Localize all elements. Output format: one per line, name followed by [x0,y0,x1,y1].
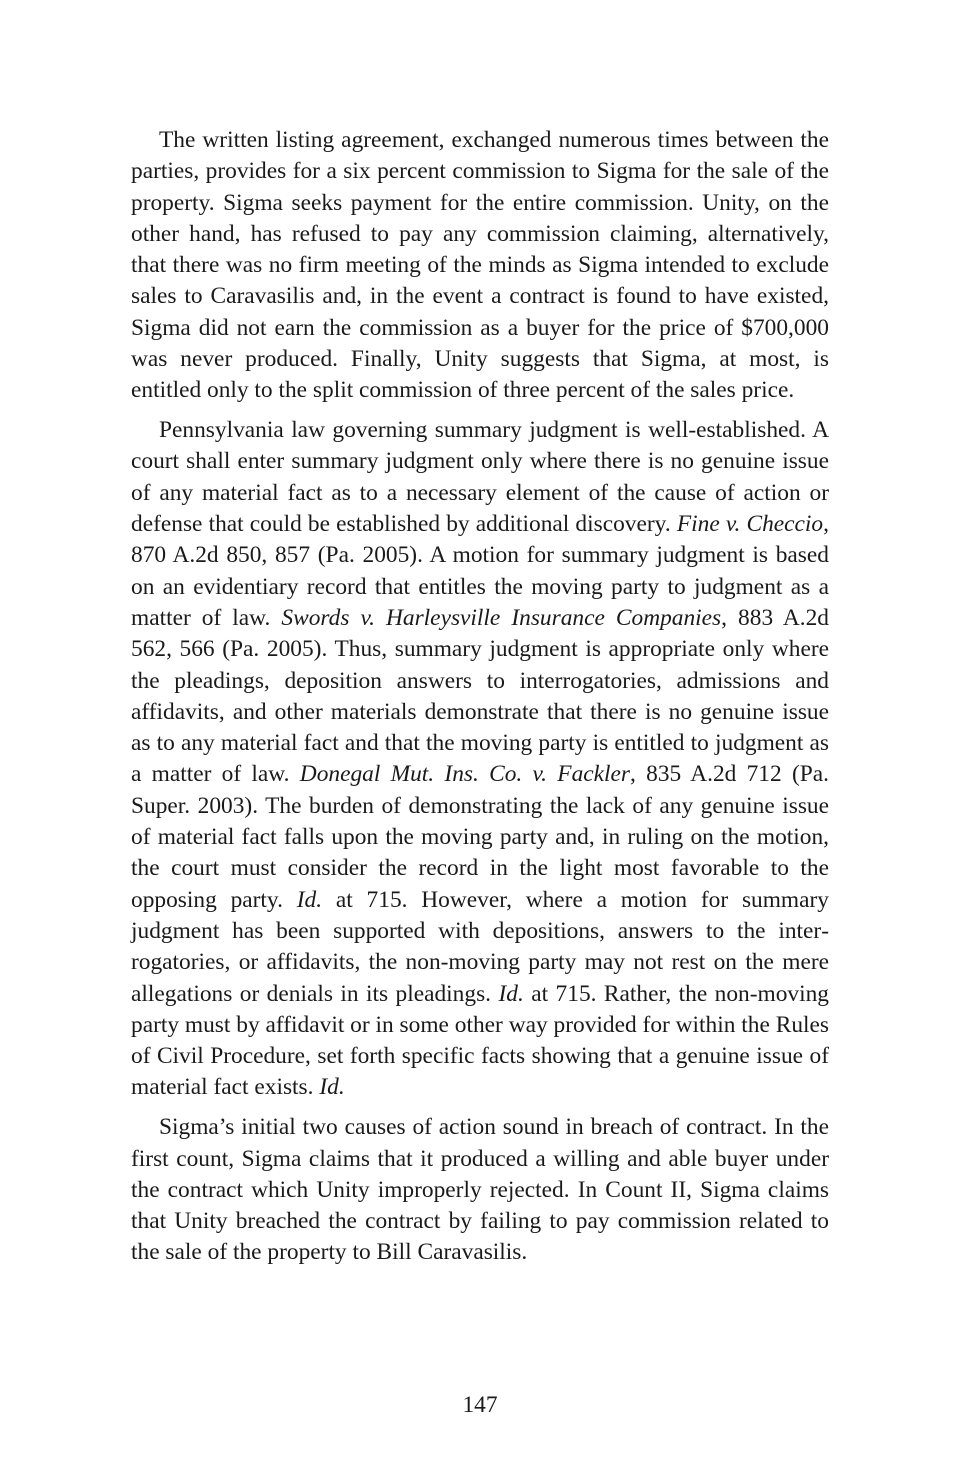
case-citation: Donegal Mut. Ins. Co. v. Fackler [299,761,631,788]
text-run: at 715. Rather, the non-moving party must by affidavit or in some other way provided for within the Rules of Civil Procedure, set forth specific facts showing that a genuine issue of material fact exists. [131,980,829,1101]
text-run: Sigma’s initial two causes of action sound in breach of contract. In the first count, Sigma claims that it produced a willing and able buyer under the contract which Unity improperly rejected. In Count II, Sigma claims that Unity breached the contract by failing to pay commission related to the sale of the property to Bill Caravasilis. [131,1114,829,1266]
paragraph-3 [131,1112,829,1268]
paragraph-1 [131,125,829,407]
case-citation: Id. [498,980,524,1007]
text-run: Pennsylvania law governing summary judgment is well-established. A court shall enter summary judgment only where there is no genuine issue of any material fact as to a necessary element of the cause of action or defense that could be established by additional discovery. [131,417,829,538]
case-citation: Id. [319,1074,345,1101]
paragraph-2 [131,415,829,1104]
case-citation: Swords v. Harleysville Insurance Companies [281,604,722,631]
text-run: , 870 A.2d 850, 857 (Pa. 2005). A motion for summary judgment is based on an evidentiary record that entitles the moving party to judgment as a matter of law. [131,511,829,631]
page-number: 147 [462,1392,498,1418]
text-run: , 835 A.2d 712 (Pa. Super. 2003). The burden of demonstrating the lack of any genuine issue of material fact falls upon the moving party and, in ruling on the motion, the court must consider the record in the light most favorable to the opposing party. [131,761,829,913]
case-citation: Fine v. Checcio [676,511,824,538]
case-citation: Id. [296,886,323,913]
text-run: , 883 A.2d 562, 566 (Pa. 2005). Thus, summary judgment is appropriate only where the pleadings, deposition answers to interrogatories, admissions and affidavits, and other materials demonstrate that there is no genuine issue as to any material fact and that the moving party is entitled to judgment as a matter of law. [131,604,830,788]
document-body [131,125,829,1269]
text-run: at 715. However, where a motion for summary judgment has been supported with depositions, answers to the interrogatories, or affidavits, the non-moving party may not rest on the mere allegations or denials in its pleadings. [131,886,829,1007]
text-run: The written listing agreement, exchanged numerous times between the parties, provides for a six percent commission to Sigma for the sale of the property. Sigma seeks payment for the entire commission. Unity, on the other hand, has refused to pay any commission claiming, alternatively, that there was no firm meeting of the minds as Sigma intended to exclude sales to Caravasilis and, in the event a contract is found to have existed, Sigma did not earn the commission as a buyer for the price of $700,000 was never produced. Finally, Unity suggests that Sigma, at most, is entitled only to the split commission of three percent of the sales price. [131,127,829,404]
